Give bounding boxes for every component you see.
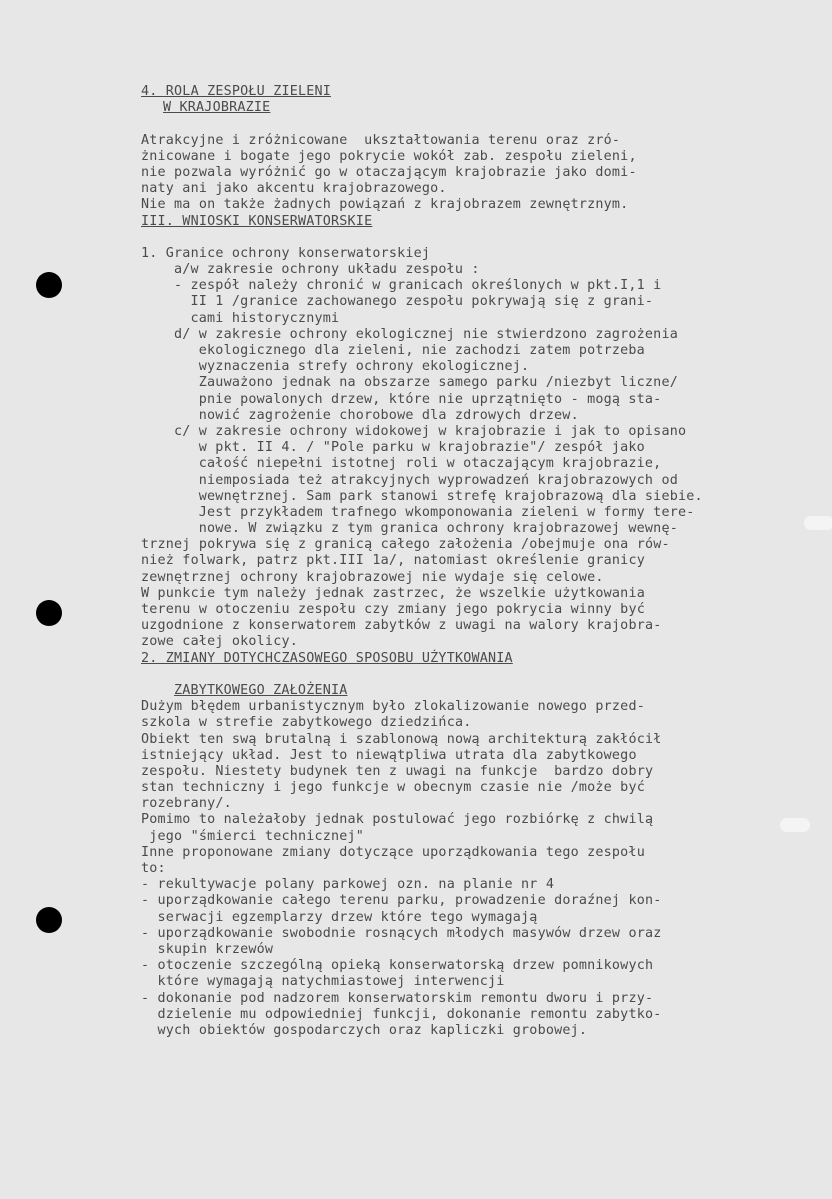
text-line: zespołu. Niestety budynek ten z uwagi na funkcje bardzo dobry — [141, 763, 654, 779]
text-line — [141, 230, 811, 246]
text-line: wych obiektów gospodarczych oraz kapliczki grobowej. — [141, 1022, 588, 1038]
text-line: dzielenie mu odpowiedniej funkcji, dokonanie remontu zabytko- — [141, 1006, 662, 1022]
text-line: niemposiada też atrakcyjnych wyprowadzeń krajobrazowych od — [174, 472, 678, 488]
text-line: szkola w strefie zabytkowego dziedzińca. — [141, 715, 472, 731]
text-line: naty ani jako akcentu krajobrazowego. — [141, 181, 447, 197]
text-line: Nie ma on także żadnych powiązań z krajobrazem zewnętrznym. — [141, 197, 629, 213]
text-line: rozebrany/. — [141, 796, 232, 812]
text-line: terenu w otoczeniu zespołu czy zmiany jego pokrycia winny być — [141, 602, 645, 617]
text-line — [141, 667, 811, 683]
text-line: Pomimo to należałoby jednak postulować jego rozbiórkę z chwilą — [141, 812, 654, 828]
text-line: nowe. W związku z tym granica ochrony krajobrazowej wewnę- — [174, 521, 678, 537]
text-line: Dużym błędem urbanistycznym było zlokalizowanie nowego przed- — [141, 699, 645, 715]
text-line: trznej pokrywa się z granicą całego założenia /obejmuje ona rów- — [141, 537, 670, 553]
punch-hole — [36, 272, 62, 298]
text-line: jego "śmierci technicznej" — [141, 828, 365, 844]
text-line: zewnętrznej ochrony krajobrazowej nie wydaje się celowe. — [141, 569, 604, 585]
text-line: - uporządkowanie całego terenu parku, prowadzenie doraźnej kon- — [141, 893, 662, 909]
text-line: wewnętrznej. Sam park stanowi strefę krajobrazową dla siebie. — [174, 488, 703, 504]
text-line: a/w zakresie ochrony układu zespołu : — [174, 262, 480, 278]
text-line: Atrakcyjne i zróżnicowane ukształtowania terenu oraz zró- — [141, 132, 621, 148]
text-line: - uporządkowanie swobodnie rosnących młodych masywów drzew oraz — [141, 925, 662, 941]
text-line: wyznaczenia strefy ochrony ekologicznej. — [174, 359, 530, 375]
text-line: c/ w zakresie ochrony widokowej w krajobrazie i jak to opisano — [174, 423, 687, 439]
text-line: - zespół należy chronić w granicach określonych w pkt.I,1 i — [174, 278, 662, 294]
section-heading: W KRAJOBRAZIE — [163, 100, 271, 116]
text-line: w pkt. II 4. / "Pole parku w krajobrazie"/ zespół jako — [174, 440, 645, 456]
punch-hole — [36, 600, 62, 626]
text-line: Zauważono jednak na obszarze samego parku /niezbyt liczne/ — [174, 375, 678, 391]
text-line: zowe całej okolicy. — [141, 634, 298, 650]
text-line: to: — [141, 861, 166, 876]
section-heading: 4. ROLA ZESPOŁU ZIELENI — [141, 84, 332, 99]
text-line: nie pozwala wyróżnić go w otaczającym krajobrazie jako domi- — [141, 164, 637, 180]
text-line: Inne proponowane zmiany dotyczące uporządkowania tego zespołu — [141, 844, 645, 860]
text-line: cami historycznymi — [174, 310, 340, 326]
section-heading: ZABYTKOWEGO ZAŁOŻENIA — [174, 682, 348, 698]
text-line: W punkcie tym należy jednak zastrzec, że wszelkie użytkowania — [141, 585, 645, 601]
text-line: nież folwark, patrz pkt.III 1a/, natomiast określenie granicy — [141, 553, 645, 569]
text-line: nowić zagrożenie chorobowe dla zdrowych drzew. — [174, 407, 579, 423]
text-line: skupin krzewów — [141, 941, 274, 957]
text-line: - dokonanie pod nadzorem konserwatorskim remontu dworu i przy- — [141, 990, 654, 1006]
text-line: pnie powalonych drzew, które nie uprzątnięto - mogą sta- — [174, 391, 662, 407]
text-line: serwacji egzemplarzy drzew które tego wymagają — [141, 909, 538, 925]
punch-hole — [36, 907, 62, 933]
text-line: ekologicznego dla zieleni, nie zachodzi zatem potrzeba — [174, 343, 645, 358]
text-line: stan techniczny i jego funkcje w obecnym czasie nie /może być — [141, 780, 645, 796]
section-heading: III. WNIOSKI KONSERWATORSKIE — [141, 213, 373, 229]
text-line: - otoczenie szczególną opieką konserwatorską drzew pomnikowych — [141, 958, 654, 974]
text-line: które wymagają natychmiastowej interwencji — [141, 974, 505, 990]
text-line: d/ w zakresie ochrony ekologicznej nie stwierdzono zagrożenia — [174, 326, 678, 342]
typed-text-body — [141, 84, 811, 1039]
text-line: II 1 /granice zachowanego zespołu pokrywają się z grani- — [174, 294, 654, 310]
section-heading: 2. ZMIANY DOTYCHCZASOWEGO SPOSOBU UŻYTKOWANIA — [141, 650, 513, 666]
text-line: Obiekt ten swą brutalną i szablonową nową architekturą zakłócił — [141, 731, 662, 747]
text-line: żnicowane i bogate jego pokrycie wokół zab. zespołu zieleni, — [141, 148, 637, 164]
text-line: całość niepełni istotnej roli w otaczającym krajobrazie, — [174, 456, 662, 472]
text-line: istniejący układ. Jest to niewątpliwa utrata dla zabytkowego — [141, 747, 637, 763]
text-line: - rekultywacje polany parkowej ozn. na planie nr 4 — [141, 877, 555, 893]
text-line — [141, 116, 811, 132]
text-line: uzgodnione z konserwatorem zabytków z uwagi na walory krajobra- — [141, 618, 662, 634]
text-line: Jest przykładem trafnego wkomponowania zieleni w formy tere- — [174, 504, 695, 520]
text-line: 1. Granice ochrony konserwatorskiej — [141, 245, 431, 261]
